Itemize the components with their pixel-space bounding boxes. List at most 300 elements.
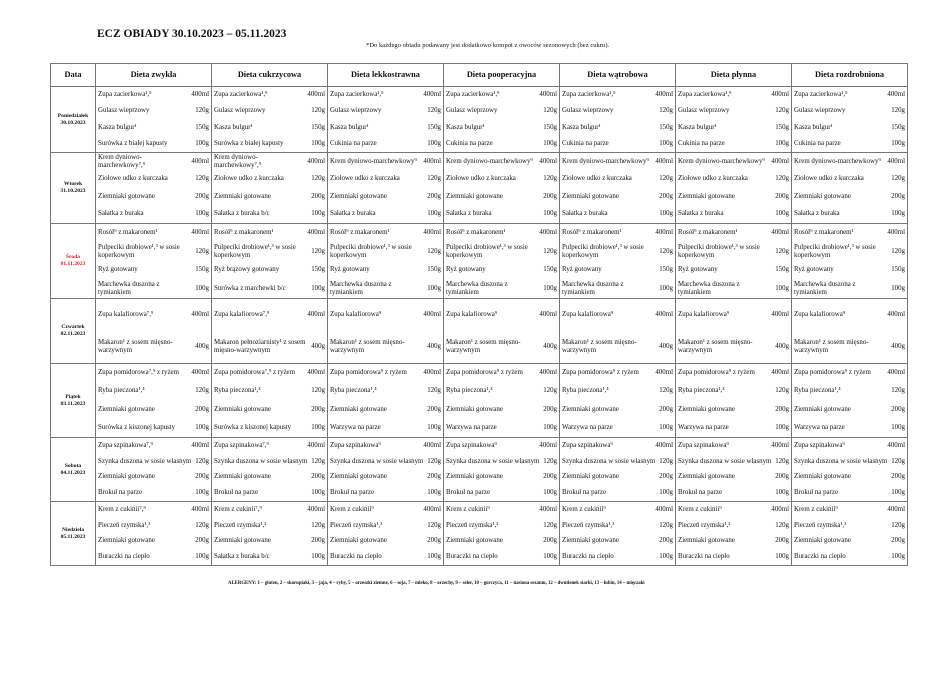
dish-name: Ziemniaki gotowane: [446, 405, 503, 413]
dish-name: Ryż brązowy gotowany: [214, 266, 280, 274]
menu-cell: [96, 87, 212, 153]
menu-table: [50, 63, 908, 566]
dish-quantity: 400ml: [887, 157, 905, 165]
dish-quantity: 120g: [195, 521, 209, 529]
dish-item: [444, 224, 559, 243]
dish-name: Pulpeciki drobiowe¹,³ w sosie koperkowym: [562, 243, 644, 259]
dish-name: Ziemniaki gotowane: [330, 473, 387, 481]
dish-item: [444, 153, 559, 171]
dish-quantity: 200g: [775, 473, 789, 481]
dish-name: Marchewka duszona z tymiankiem: [446, 280, 508, 296]
dish-quantity: 100g: [659, 553, 673, 561]
dish-name: Gulasz wieprzowy: [98, 107, 150, 115]
dish-item: [212, 470, 327, 486]
dish-name: Krem z cukinii⁷,⁹: [214, 505, 262, 513]
menu-cell: [328, 502, 444, 566]
dish-quantity: 120g: [775, 387, 789, 395]
dish-name: Sałatka z buraka: [446, 210, 492, 218]
dish-item: [444, 454, 559, 470]
dish-item: [560, 470, 675, 486]
dish-name: Gulasz wieprzowy: [330, 107, 382, 115]
dish-item: [328, 502, 443, 518]
dish-quantity: 400ml: [307, 505, 325, 513]
dish-item: [560, 534, 675, 550]
dish-quantity: 120g: [427, 457, 441, 465]
dish-item: [676, 136, 791, 152]
dish-name: Ziołowe udko z kurczaka: [794, 175, 864, 183]
menu-cell: [96, 438, 212, 502]
dish-item: [96, 454, 211, 470]
dish-item: [328, 364, 443, 382]
dish-name: Ziemniaki gotowane: [214, 192, 271, 200]
dish-quantity: 120g: [543, 457, 557, 465]
dish-item: [96, 382, 211, 400]
dish-name: Pieczeń rzymska¹,³: [678, 521, 731, 529]
dish-quantity: 400ml: [539, 369, 557, 377]
dish-quantity: 400ml: [655, 505, 673, 513]
dish-quantity: 200g: [891, 405, 905, 413]
dish-item: [560, 382, 675, 400]
dish-quantity: 200g: [311, 405, 325, 413]
menu-cell: [444, 364, 560, 438]
menu-cell: [792, 502, 908, 566]
dish-item: [676, 401, 791, 419]
dish-name: Zupa pomidorowa⁹ z ryżem: [330, 369, 407, 377]
dish-item: [792, 136, 907, 152]
dish-quantity: 400ml: [191, 157, 209, 165]
dish-quantity: 400ml: [887, 441, 905, 449]
menu-cell: [676, 364, 792, 438]
dish-quantity: 200g: [427, 192, 441, 200]
dish-item: [328, 136, 443, 152]
dish-item: [560, 454, 675, 470]
dish-name: Zupa kalafiorowa⁹: [794, 311, 846, 318]
dish-quantity: 100g: [195, 423, 209, 431]
dish-quantity: 200g: [891, 537, 905, 545]
dish-name: Zupa szpinakowa⁷,⁹: [98, 441, 153, 449]
dish-item: [792, 438, 907, 454]
dish-quantity: 200g: [775, 405, 789, 413]
dish-quantity: 200g: [659, 405, 673, 413]
dish-quantity: 120g: [311, 175, 325, 183]
header-row: [51, 64, 908, 87]
day-row: [51, 224, 908, 299]
dish-item: [792, 224, 907, 243]
menu-cell: [212, 153, 328, 224]
dish-quantity: 400ml: [191, 229, 209, 237]
dish-item: [676, 153, 791, 171]
dish-item: [676, 261, 791, 280]
day-row: [51, 299, 908, 364]
dish-quantity: 400g: [427, 343, 441, 350]
dish-item: [328, 438, 443, 454]
dish-name: Krem dyniowo-marchewkowy⁹: [446, 157, 533, 165]
dish-quantity: 150g: [543, 266, 557, 274]
dish-item: [444, 419, 559, 437]
dish-item: [96, 534, 211, 550]
dish-item: [676, 382, 791, 400]
dish-name: Krem dyniowo-marchewkowy⁷,⁹: [214, 153, 262, 169]
dish-quantity: 200g: [311, 473, 325, 481]
dish-item: [96, 331, 211, 363]
dish-item: [676, 120, 791, 136]
dish-quantity: 200g: [311, 537, 325, 545]
menu-cell: [444, 438, 560, 502]
dish-name: Krem dyniowo-marchewkowy⁹: [794, 157, 881, 165]
dish-name: Rosół⁹ z makaronem¹: [214, 229, 274, 237]
dish-name: Warzywa na parze: [446, 423, 497, 431]
dish-quantity: 400ml: [191, 505, 209, 513]
dish-quantity: 150g: [891, 266, 905, 274]
dish-quantity: 100g: [311, 489, 325, 497]
dish-quantity: 100g: [659, 489, 673, 497]
dish-name: Pieczeń rzymska¹,³: [214, 521, 267, 529]
menu-cell: [560, 502, 676, 566]
dish-quantity: 400ml: [771, 369, 789, 377]
menu-cell: [792, 438, 908, 502]
dish-quantity: 120g: [659, 521, 673, 529]
dish-quantity: 400ml: [887, 505, 905, 513]
dish-item: [792, 534, 907, 550]
dish-item: [212, 224, 327, 243]
dish-quantity: 120g: [659, 457, 673, 465]
dish-item: [212, 299, 327, 331]
dish-quantity: 100g: [543, 423, 557, 431]
dish-quantity: 400ml: [307, 229, 325, 237]
dish-quantity: 400ml: [771, 311, 789, 318]
dish-name: Kasza bulgur¹: [446, 123, 485, 131]
dish-quantity: 100g: [543, 139, 557, 147]
dish-name: Cukinia na parze: [562, 139, 609, 147]
dish-item: [792, 120, 907, 136]
dish-item: [676, 299, 791, 331]
dish-quantity: 100g: [891, 210, 905, 218]
dish-name: Zupa zacierkowa¹,⁹: [562, 91, 616, 99]
day-name: Niedziela: [61, 526, 85, 533]
dish-item: [328, 188, 443, 206]
dish-quantity: 100g: [427, 489, 441, 497]
dish-name: Ryż gotowany: [794, 266, 834, 274]
dish-name: Makaron¹ z sosem mięsno-warzywnym: [794, 339, 869, 354]
dish-item: [328, 470, 443, 486]
dish-name: Surówka z białej kapusty: [98, 139, 168, 147]
dish-item: [96, 261, 211, 280]
dish-quantity: 400ml: [423, 311, 441, 318]
allergens-legend: ALERGENY: 1 – gluten, 2 – skorupiaki, 3 – jaja, 4 – ryby, 5 – orzeszki ziemne, 6 – soja, 7 – mleko, 8 – orzechy, 9 – seler, 10 – gorczyca, 11 – nasiona sezamu, 12 – dwutlenek siarki, 13 – łubin, 14 – mięczaki: [228, 581, 645, 586]
dish-name: Zupa pomidorowa⁹ z ryżem: [794, 369, 871, 377]
dish-item: [96, 401, 211, 419]
dish-item: [792, 549, 907, 565]
dish-name: Buraczki na ciepło: [98, 553, 150, 561]
dish-name: Ziemniaki gotowane: [446, 473, 503, 481]
dish-quantity: 100g: [891, 284, 905, 292]
dish-quantity: 400ml: [655, 91, 673, 99]
dish-item: [560, 206, 675, 224]
dish-item: [212, 485, 327, 501]
menu-cell: [444, 224, 560, 299]
dish-name: Ziołowe udko z kurczaka: [562, 175, 632, 183]
dish-quantity: 400ml: [191, 91, 209, 99]
dish-item: [792, 382, 907, 400]
day-name: Sobota: [64, 462, 82, 469]
dish-item: [676, 171, 791, 189]
menu-cell: [792, 87, 908, 153]
dish-name: Gulasz wieprzowy: [214, 107, 266, 115]
menu-cell: [560, 224, 676, 299]
dish-item: [328, 485, 443, 501]
dish-item: [328, 454, 443, 470]
dish-item: [96, 188, 211, 206]
dish-quantity: 120g: [891, 107, 905, 115]
menu-cell: [328, 224, 444, 299]
dish-item: [212, 103, 327, 119]
dish-quantity: 100g: [891, 553, 905, 561]
menu-table-body: [51, 87, 908, 566]
dish-item: [792, 103, 907, 119]
dish-item: [328, 206, 443, 224]
dish-name: Brokuł na parze: [214, 489, 259, 497]
dish-quantity: 120g: [891, 175, 905, 183]
dish-name: Pieczeń rzymska¹,³: [330, 521, 383, 529]
dish-name: Kasza bulgur¹: [330, 123, 369, 131]
dish-quantity: 120g: [427, 175, 441, 183]
dish-name: Cukinia na parze: [446, 139, 493, 147]
dish-quantity: 100g: [543, 284, 557, 292]
dish-name: Ziemniaki gotowane: [446, 537, 503, 545]
dish-quantity: 400g: [543, 343, 557, 350]
dish-quantity: 150g: [311, 266, 325, 274]
dish-name: Warzywa na parze: [794, 423, 845, 431]
dish-name: Pulpeciki drobiowe¹,³ w sosie koperkowym: [446, 243, 528, 259]
menu-cell: [444, 299, 560, 364]
dish-item: [212, 502, 327, 518]
dish-quantity: 100g: [311, 423, 325, 431]
menu-cell: [96, 153, 212, 224]
menu-cell: [676, 87, 792, 153]
menu-cell: [560, 438, 676, 502]
dish-item: [676, 518, 791, 534]
dish-item: [96, 171, 211, 189]
dish-name: Zupa zacierkowa¹,⁹: [214, 91, 268, 99]
dish-quantity: 150g: [543, 123, 557, 131]
menu-cell: [560, 364, 676, 438]
dish-item: [444, 103, 559, 119]
dish-name: Pulpeciki drobiowe¹,³ w sosie koperkowym: [330, 243, 412, 259]
dish-quantity: 120g: [891, 247, 905, 255]
dish-name: Sałatka z buraka: [678, 210, 724, 218]
dish-quantity: 200g: [543, 192, 557, 200]
dish-name: Surówka z kiszonej kapusty: [98, 423, 176, 431]
dish-quantity: 100g: [427, 210, 441, 218]
dish-name: Sałatka z buraka: [562, 210, 608, 218]
day-cell: [51, 438, 96, 502]
dish-quantity: 100g: [427, 423, 441, 431]
menu-cell: [328, 364, 444, 438]
dish-item: [676, 438, 791, 454]
dish-item: [96, 103, 211, 119]
menu-cell: [212, 224, 328, 299]
menu-cell: [676, 153, 792, 224]
dish-quantity: 120g: [311, 247, 325, 255]
dish-name: Rosół⁹ z makaronem¹: [446, 229, 506, 237]
dish-quantity: 100g: [195, 489, 209, 497]
dish-name: Brokuł na parze: [98, 489, 143, 497]
dish-name: Ryba pieczona¹,⁴: [446, 387, 493, 395]
dish-name: Buraczki na ciepło: [678, 553, 730, 561]
dish-quantity: 120g: [891, 521, 905, 529]
dish-name: Krem z cukinii⁹: [330, 505, 374, 513]
dish-name: Zupa pomidorowa⁹ z ryżem: [678, 369, 755, 377]
menu-cell: [792, 299, 908, 364]
dish-name: Pulpeciki drobiowe¹,³ w sosie koperkowym: [98, 243, 180, 259]
menu-cell: [96, 502, 212, 566]
dish-item: [96, 438, 211, 454]
dish-quantity: 120g: [427, 247, 441, 255]
dish-name: Ryba pieczona¹,⁴: [214, 387, 261, 395]
dish-quantity: 400ml: [655, 229, 673, 237]
dish-quantity: 400ml: [423, 91, 441, 99]
dish-quantity: 200g: [427, 537, 441, 545]
dish-item: [792, 153, 907, 171]
dish-name: Ziemniaki gotowane: [794, 537, 851, 545]
dish-quantity: 200g: [659, 192, 673, 200]
dish-name: Ryż gotowany: [446, 266, 486, 274]
dish-name: Buraczki na ciepło: [794, 553, 846, 561]
dish-item: [792, 454, 907, 470]
dish-item: [96, 485, 211, 501]
header-diet-watrobowa: Dieta wątrobowa: [560, 64, 676, 87]
dish-name: Ziemniaki gotowane: [562, 537, 619, 545]
dish-name: Ryba pieczona¹,⁴: [562, 387, 609, 395]
dish-quantity: 200g: [891, 473, 905, 481]
dish-name: Szynka duszona w sosie własnym: [794, 457, 888, 465]
dish-item: [212, 136, 327, 152]
header-diet-cukrzycowa: Dieta cukrzycowa: [212, 64, 328, 87]
dish-quantity: 100g: [543, 553, 557, 561]
dish-quantity: 100g: [775, 284, 789, 292]
dish-quantity: 200g: [427, 473, 441, 481]
dish-name: Szynka duszona w sosie własnym: [562, 457, 656, 465]
dish-quantity: 100g: [775, 553, 789, 561]
dish-quantity: 400ml: [539, 441, 557, 449]
dish-quantity: 120g: [195, 457, 209, 465]
menu-cell: [676, 299, 792, 364]
dish-name: Marchewka duszona z tymiankiem: [562, 280, 624, 296]
dish-item: [328, 120, 443, 136]
dish-name: Rosół⁹ z makaronem¹: [330, 229, 390, 237]
dish-quantity: 400g: [311, 343, 325, 350]
dish-item: [212, 243, 327, 262]
dish-item: [212, 382, 327, 400]
dish-name: Krem dyniowo-marchewkowy⁹: [330, 157, 417, 165]
dish-name: Ziemniaki gotowane: [794, 405, 851, 413]
dish-name: Zupa szpinakowa⁹: [794, 441, 845, 449]
dish-item: [328, 153, 443, 171]
dish-quantity: 400ml: [191, 369, 209, 377]
day-date: 03.11.2023: [60, 400, 86, 407]
dish-name: Buraczki na ciepło: [562, 553, 614, 561]
dish-item: [560, 438, 675, 454]
menu-cell: [212, 502, 328, 566]
dish-name: Pieczeń rzymska¹,³: [794, 521, 847, 529]
header-diet-pooperacyjna: Dieta pooperacyjna: [444, 64, 560, 87]
dish-name: Zupa zacierkowa¹,⁹: [678, 91, 732, 99]
dish-item: [444, 534, 559, 550]
dish-quantity: 150g: [891, 123, 905, 131]
dish-item: [560, 419, 675, 437]
dish-item: [444, 206, 559, 224]
dish-item: [212, 188, 327, 206]
menu-cell: [444, 502, 560, 566]
dish-item: [792, 188, 907, 206]
dish-name: Krem z cukinii⁹: [446, 505, 490, 513]
dish-name: Surówka z marchewki b/c: [214, 284, 286, 292]
dish-item: [444, 364, 559, 382]
dish-quantity: 400ml: [655, 441, 673, 449]
dish-name: Ryż gotowany: [562, 266, 602, 274]
dish-quantity: 120g: [891, 387, 905, 395]
dish-name: Rosół⁹ z makaronem¹: [98, 229, 158, 237]
dish-name: Zupa szpinakowa⁹: [562, 441, 613, 449]
dish-name: Krem z cukinii⁷,⁹: [98, 505, 146, 513]
dish-name: Ziemniaki gotowane: [98, 537, 155, 545]
dish-name: Sałatka z buraka b/c: [214, 553, 270, 561]
dish-item: [212, 120, 327, 136]
dish-item: [792, 171, 907, 189]
dish-item: [560, 224, 675, 243]
dish-item: [560, 153, 675, 171]
dish-name: Ziemniaki gotowane: [446, 192, 503, 200]
dish-quantity: 120g: [543, 387, 557, 395]
dish-name: Szynka duszona w sosie własnym: [678, 457, 772, 465]
dish-name: Ziemniaki gotowane: [794, 473, 851, 481]
day-cell: [51, 224, 96, 299]
dish-quantity: 400ml: [423, 369, 441, 377]
dish-name: Warzywa na parze: [678, 423, 729, 431]
dish-item: [792, 331, 907, 363]
dish-name: Pulpeciki drobiowe¹,³ w sosie koperkowym: [678, 243, 760, 259]
dish-name: Ziołowe udko z kurczaka: [446, 175, 516, 183]
dish-name: Gulasz wieprzowy: [678, 107, 730, 115]
dish-item: [560, 103, 675, 119]
dish-quantity: 200g: [311, 192, 325, 200]
dish-name: Ryba pieczona¹,⁴: [98, 387, 145, 395]
dish-item: [444, 401, 559, 419]
dish-quantity: 400ml: [887, 229, 905, 237]
dish-quantity: 200g: [195, 192, 209, 200]
dish-name: Kasza bulgur¹: [98, 123, 137, 131]
dish-quantity: 100g: [195, 210, 209, 218]
menu-cell: [96, 364, 212, 438]
dish-item: [444, 280, 559, 299]
dish-name: Krem dyniowo-marchewkowy⁷,⁹: [98, 153, 146, 169]
dish-quantity: 200g: [195, 537, 209, 545]
day-cell: [51, 364, 96, 438]
dish-quantity: 400ml: [887, 311, 905, 318]
dish-quantity: 200g: [543, 405, 557, 413]
dish-name: Makaron¹ z sosem mięsno-warzywnym: [678, 339, 753, 354]
dish-item: [676, 188, 791, 206]
dish-name: Ziemniaki gotowane: [794, 192, 851, 200]
dish-name: Ziemniaki gotowane: [214, 537, 271, 545]
dish-name: Zupa kalafiorowa⁷,⁹: [214, 311, 270, 318]
dish-item: [328, 549, 443, 565]
dish-name: Kasza bulgur¹: [794, 123, 833, 131]
dish-name: Kasza bulgur¹: [678, 123, 717, 131]
menu-cell: [560, 299, 676, 364]
dish-name: Ziemniaki gotowane: [678, 405, 735, 413]
dish-name: Cukinia na parze: [678, 139, 725, 147]
